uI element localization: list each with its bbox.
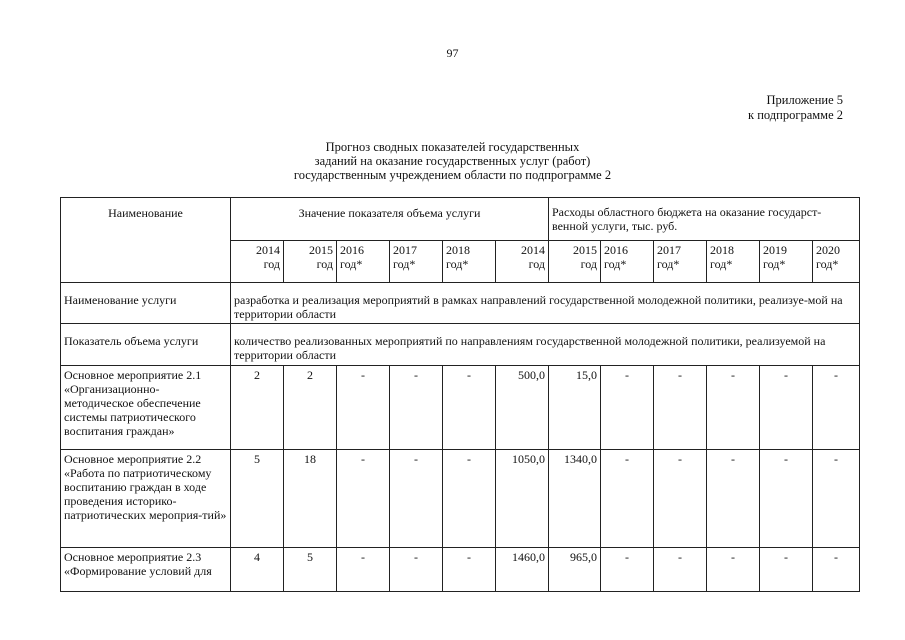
row-expense-2018: -: [707, 548, 760, 592]
row-expense-2015: 965,0: [549, 548, 601, 592]
volume-year-2015: 2015 год: [284, 241, 337, 283]
row-expense-2017: -: [654, 366, 707, 450]
table-row: [61, 548, 860, 592]
row-volume-2015: 5: [284, 548, 337, 592]
row-volume-2016: -: [337, 548, 390, 592]
expense-year-2017: 2017 год*: [654, 241, 707, 283]
volume-year-2018: 2018 год*: [443, 241, 496, 283]
service-indicator-row: [61, 324, 860, 366]
row-expense-2017: -: [654, 548, 707, 592]
expense-year-2015: 2015 год: [549, 241, 601, 283]
row-expense-2020: -: [813, 450, 860, 548]
row-volume-2014: 4: [231, 548, 284, 592]
header-name: Наименование: [61, 198, 231, 283]
row-expense-2016: -: [601, 366, 654, 450]
row-volume-2017: -: [390, 450, 443, 548]
row-expense-2016: -: [601, 548, 654, 592]
page-number: 97: [446, 46, 459, 60]
title-line-3: государственным учреждением области по подпрограмме 2: [293, 168, 612, 182]
row-expense-2018: -: [707, 450, 760, 548]
row-name: Основное мероприятие 2.2 «Работа по патриотическому воспитанию граждан в ходе проведения историко-патриотических мероприя-тий»: [61, 450, 231, 548]
row-expense-2020: -: [813, 548, 860, 592]
row-expense-2020: -: [813, 366, 860, 450]
service-indicator-value: количество реализованных мероприятий по направлениям государственной молодежной политики, реализуемой на территории области: [231, 324, 860, 366]
volume-year-2014: 2014 год: [231, 241, 284, 283]
row-volume-2017: -: [390, 366, 443, 450]
row-expense-2019: -: [760, 548, 813, 592]
row-name: Основное мероприятие 2.1 «Организационно-методическое обеспечение системы патриотического воспитания граждан»: [61, 366, 231, 450]
title-line-1: Прогноз сводных показателей государственных: [325, 140, 580, 154]
header-volume: Значение показателя объема услуги: [231, 198, 549, 241]
row-expense-2018: -: [707, 366, 760, 450]
indicators-table: [60, 197, 860, 592]
table-row: [61, 366, 860, 450]
row-expense-2016: -: [601, 450, 654, 548]
row-expense-2015: 15,0: [549, 366, 601, 450]
row-volume-2014: 2: [231, 366, 284, 450]
service-name-row: [61, 283, 860, 324]
appendix-line-1: Приложение 5: [766, 93, 843, 107]
row-expense-2019: -: [760, 450, 813, 548]
row-volume-2015: 18: [284, 450, 337, 548]
appendix-note: [748, 93, 843, 123]
expense-year-2018: 2018 год*: [707, 241, 760, 283]
row-expense-2014: 500,0: [496, 366, 549, 450]
volume-year-2017: 2017 год*: [390, 241, 443, 283]
row-volume-2014: 5: [231, 450, 284, 548]
row-volume-2015: 2: [284, 366, 337, 450]
service-indicator-label: Показатель объема услуги: [61, 324, 231, 366]
row-expense-2017: -: [654, 450, 707, 548]
document-title: [0, 140, 905, 182]
title-line-2: заданий на оказание государственных услуг (работ): [314, 154, 591, 168]
table-row: [61, 450, 860, 548]
row-volume-2018: -: [443, 450, 496, 548]
service-name-label: Наименование услуги: [61, 283, 231, 324]
row-volume-2017: -: [390, 548, 443, 592]
table-header-row: [61, 198, 860, 241]
row-expense-2015: 1340,0: [549, 450, 601, 548]
row-volume-2016: -: [337, 450, 390, 548]
row-volume-2016: -: [337, 366, 390, 450]
appendix-line-2: к подпрограмме 2: [748, 108, 843, 122]
row-expense-2014: 1460,0: [496, 548, 549, 592]
expense-year-2020: 2020 год*: [813, 241, 860, 283]
row-volume-2018: -: [443, 548, 496, 592]
header-expenses: Расходы областного бюджета на оказание государст-венной услуги, тыс. руб.: [549, 198, 860, 241]
row-expense-2014: 1050,0: [496, 450, 549, 548]
row-volume-2018: -: [443, 366, 496, 450]
expense-year-2014: 2014 год: [496, 241, 549, 283]
volume-year-2016: 2016 год*: [337, 241, 390, 283]
service-name-value: разработка и реализация мероприятий в рамках направлений государственной молодежной политики, реализуе-мой на территории области: [231, 283, 860, 324]
expense-year-2019: 2019 год*: [760, 241, 813, 283]
row-expense-2019: -: [760, 366, 813, 450]
expense-year-2016: 2016 год*: [601, 241, 654, 283]
row-name: Основное мероприятие 2.3 «Формирование условий для: [61, 548, 231, 592]
